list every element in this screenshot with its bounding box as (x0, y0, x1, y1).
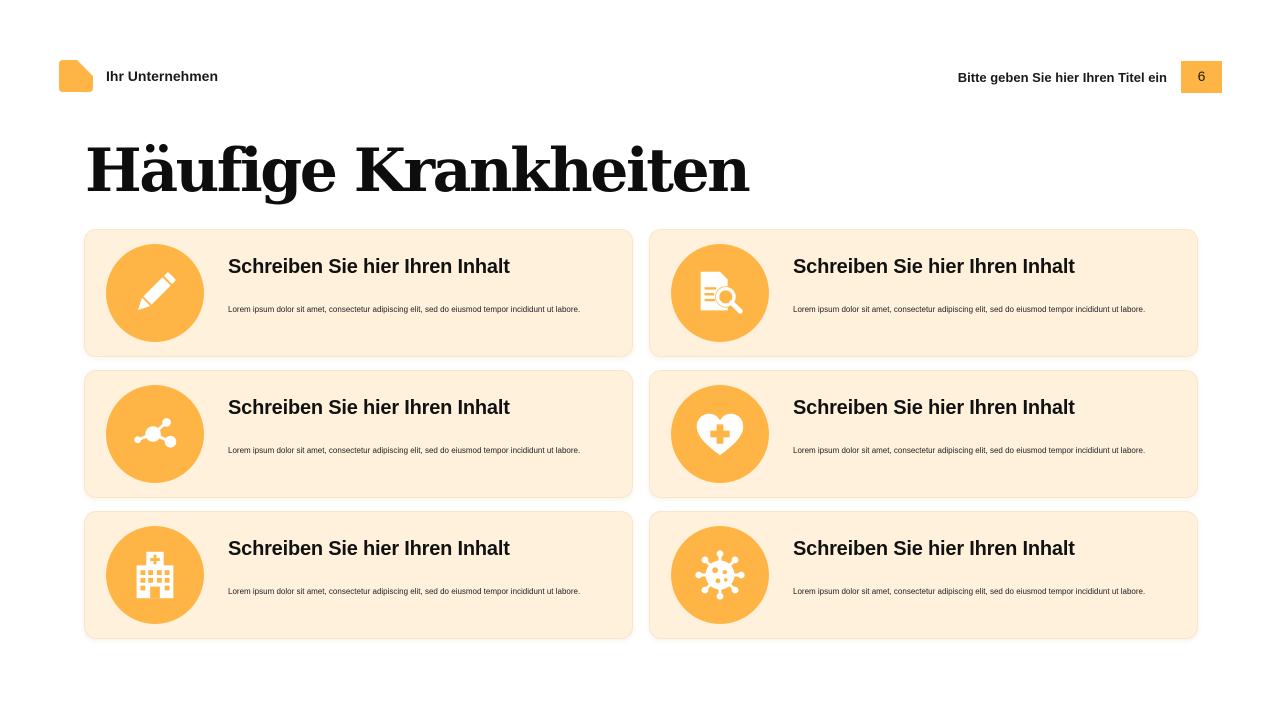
pencil-icon (126, 264, 184, 322)
brand (59, 60, 218, 92)
document-search-icon (691, 264, 749, 322)
content-card (649, 511, 1198, 639)
card-text: Lorem ipsum dolor sit amet, consectetur adipiscing elit, sed do eiusmod tempor incididunt ut labore. (793, 305, 1146, 314)
card-title: Schreiben Sie hier Ihren Inhalt (228, 397, 510, 419)
content-card (84, 511, 633, 639)
slide-header (958, 61, 1222, 93)
content-card (649, 229, 1198, 357)
card-text: Lorem ipsum dolor sit amet, consectetur adipiscing elit, sed do eiusmod tempor incididunt ut labore. (793, 446, 1146, 455)
icon-badge (671, 385, 769, 483)
cards-grid (84, 229, 1198, 640)
heart-cross-icon (691, 405, 749, 463)
icon-badge (671, 244, 769, 342)
card-title: Schreiben Sie hier Ihren Inhalt (228, 256, 510, 278)
company-name: Ihr Unternehmen (106, 68, 219, 84)
icon-badge (106, 385, 204, 483)
page-title: Häufige Krankheiten (85, 136, 749, 206)
card-text: Lorem ipsum dolor sit amet, consectetur adipiscing elit, sed do eiusmod tempor incididunt ut labore. (793, 587, 1146, 596)
content-card (84, 370, 633, 498)
card-title: Schreiben Sie hier Ihren Inhalt (228, 538, 510, 560)
card-text: Lorem ipsum dolor sit amet, consectetur adipiscing elit, sed do eiusmod tempor incididunt ut labore. (228, 587, 581, 596)
card-title: Schreiben Sie hier Ihren Inhalt (793, 538, 1075, 560)
card-text: Lorem ipsum dolor sit amet, consectetur adipiscing elit, sed do eiusmod tempor incididunt ut labore. (228, 446, 581, 455)
icon-badge (106, 526, 204, 624)
company-logo-icon (59, 60, 93, 92)
icon-badge (671, 526, 769, 624)
icon-badge (106, 244, 204, 342)
hospital-icon (126, 546, 184, 604)
molecule-icon (126, 405, 184, 463)
virus-icon (691, 546, 749, 604)
card-title: Schreiben Sie hier Ihren Inhalt (793, 397, 1075, 419)
page-number: 6 (1181, 61, 1222, 93)
card-title: Schreiben Sie hier Ihren Inhalt (793, 256, 1075, 278)
content-card (649, 370, 1198, 498)
card-text: Lorem ipsum dolor sit amet, consectetur adipiscing elit, sed do eiusmod tempor incididunt ut labore. (228, 305, 581, 314)
content-card (84, 229, 633, 357)
slide-header-title: Bitte geben Sie hier Ihren Titel ein (957, 69, 1167, 85)
